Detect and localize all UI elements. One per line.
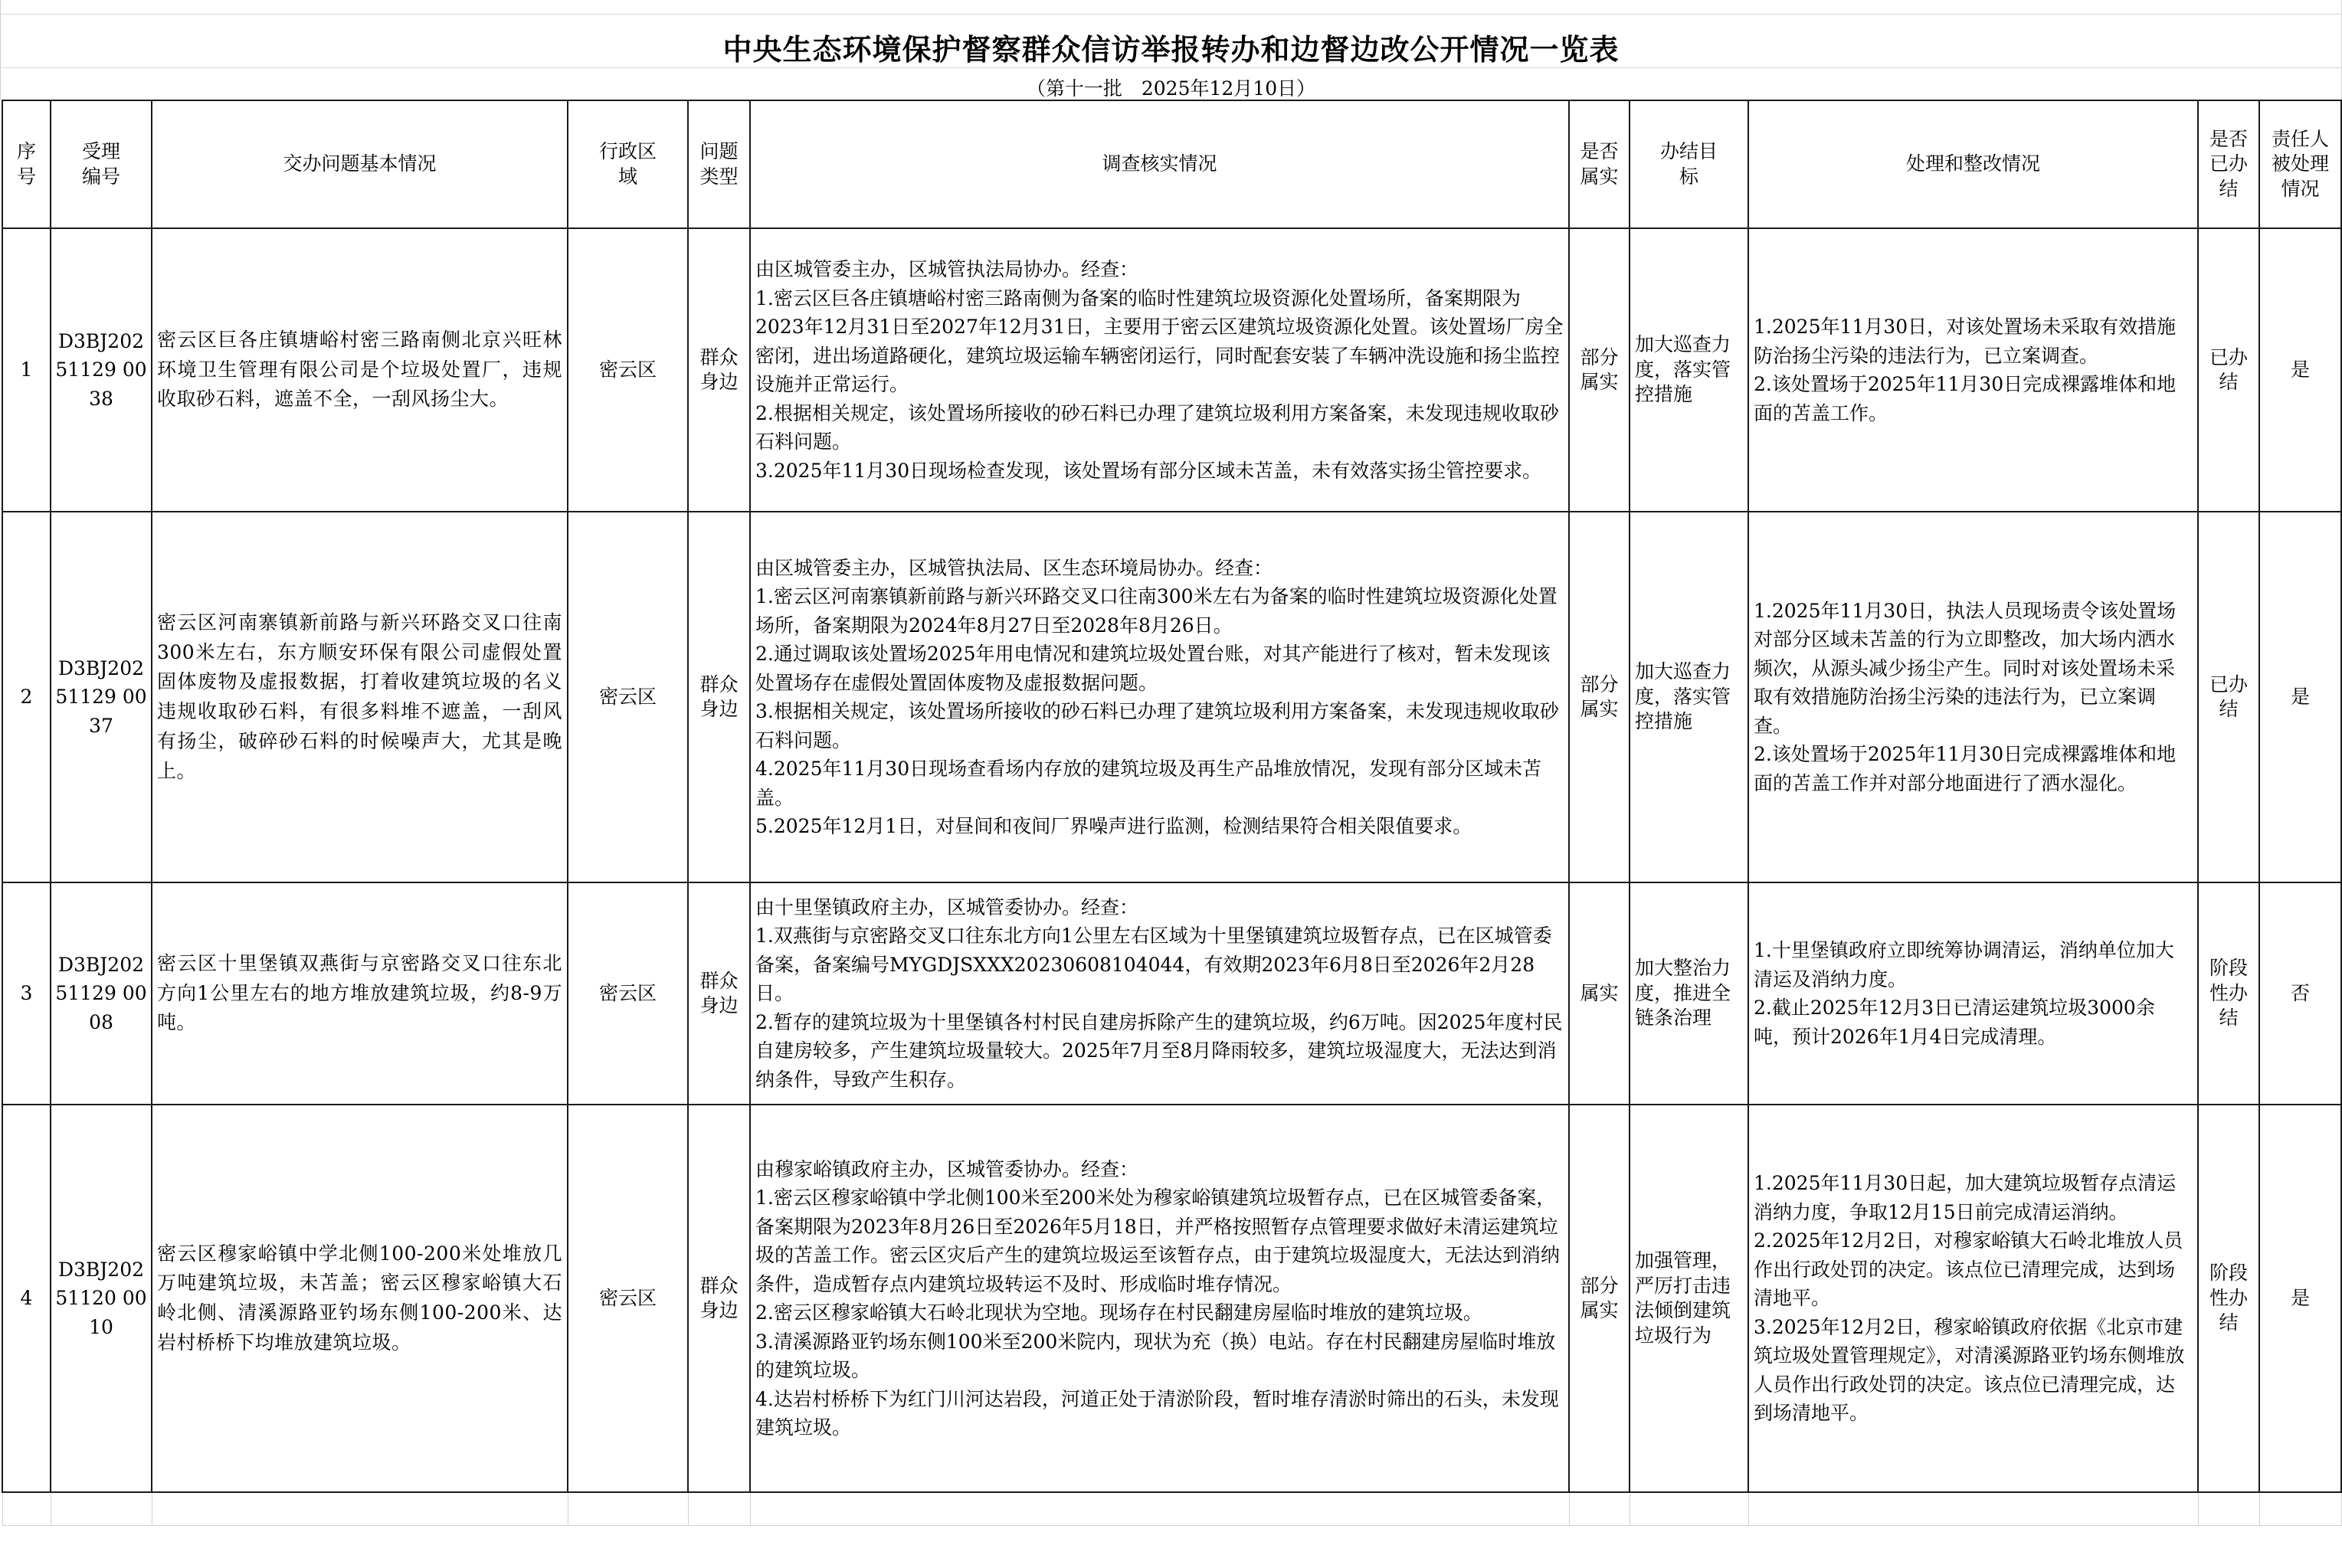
header-seq: 序号 <box>2 100 51 228</box>
handling-line: 2.2025年12月2日，对穆家峪镇大石岭北堆放人员作出行政处罚的决定。该点位已清理完成，达到场清地平。 <box>1754 1229 2183 1310</box>
cell-seq: 1 <box>2 228 51 512</box>
investigation-line: 1.密云区穆家峪镇中学北侧100米至200米处为穆家峪镇建筑垃圾暂存点，已在区城管委备案，备案期限为2023年8月26日至2026年5月18日，并严格按照暂存点管理要求做好未清运建筑垃圾的苫盖工作。密云区灾后产生的建筑垃圾运至该暂存点，由于建筑垃圾湿度大，无法达到消纳条件，造成暂存点内建筑垃圾转运不及时、形成临时堆存情况。 <box>755 1187 1561 1295</box>
empty-cell <box>1630 1492 1748 1525</box>
cell-basic: 密云区巨各庄镇塘峪村密三路南侧北京兴旺林环境卫生管理有限公司是个垃圾处置厂，违规收取砂石料，遮盖不全，一刮风扬尘大。 <box>152 228 568 512</box>
empty-cell <box>152 1492 568 1525</box>
empty-cell <box>568 1492 688 1525</box>
handling-line: 1.十里堡镇政府立即统筹协调清运，消纳单位加大清运及消纳力度。 <box>1754 939 2174 990</box>
cell-type: 群众身边 <box>688 882 750 1105</box>
cell-accountability: 是 <box>2259 228 2341 512</box>
cell-district: 密云区 <box>568 882 688 1105</box>
investigation-line: 由穆家峪镇政府主办，区城管委协办。经查： <box>755 1157 1139 1180</box>
investigation-line: 1.密云区巨各庄镇塘峪村密三路南侧为备案的临时性建筑垃圾资源化处置场所，备案期限为2023年12月31日至2027年12月31日，主要用于密云区建筑垃圾资源化处置。该处置场厂房全密闭，进出场道路硬化，建筑垃圾运输车辆密闭运行，同时配套安装了车辆冲洗设施和扬尘监控设施并正常运行。 <box>755 286 1564 395</box>
empty-cell <box>1569 1492 1630 1525</box>
document-subtitle: （第十一批 2025年12月10日） <box>1026 77 1316 100</box>
cell-seq: 4 <box>2 1105 51 1492</box>
header-handling: 处理和整改情况 <box>1748 100 2198 228</box>
header-goal: 办结目标 <box>1630 100 1748 228</box>
header-investigation: 调查核实情况 <box>750 100 1569 228</box>
cell-type: 群众身边 <box>688 512 750 882</box>
cell-verified: 部分属实 <box>1569 228 1630 512</box>
header-type: 问题类型 <box>688 100 750 228</box>
empty-cell <box>1748 1492 2198 1525</box>
investigation-line: 4.2025年11月30日现场查看场内存放的建筑垃圾及再生产品堆放情况，发现有部分区域未苫盖。 <box>755 758 1542 809</box>
empty-row <box>2 1492 2341 1525</box>
handling-line: 1.2025年11月30日，执法人员现场责令该处置场对部分区域未苫盖的行为立即整改，加大场内洒水频次，从源头减少扬尘产生。同时对该处置场未采取有效措施防治扬尘污染的违法行为，已立案调查。 <box>1754 599 2177 737</box>
cell-handling <box>1748 882 2198 1105</box>
cell-closed: 阶段性办结 <box>2198 882 2259 1105</box>
investigation-line: 3.根据相关规定，该处置场所接收的砂石料已办理了建筑垃圾利用方案备案，未发现违规收取砂石料问题。 <box>755 700 1559 751</box>
handling-line: 3.2025年12月2日，穆家峪镇政府依据《北京市建筑垃圾处置管理规定》，对清溪源路亚钓场东侧堆放人员作出行政处罚的决定。该点位已清理完成，达到场清地平。 <box>1754 1315 2185 1425</box>
cell-seq: 3 <box>2 882 51 1105</box>
cell-id: D3BJ20251120 0010 <box>51 1105 152 1492</box>
header-basic: 交办问题基本情况 <box>152 100 568 228</box>
cell-goal: 加强管理，严厉打击违法倾倒建筑垃圾行为 <box>1630 1105 1748 1492</box>
cell-district: 密云区 <box>568 228 688 512</box>
cell-goal: 加大巡查力度，落实管控措施 <box>1630 512 1748 882</box>
empty-cell <box>2 1492 51 1525</box>
cell-investigation <box>750 882 1569 1105</box>
investigation-line: 4.达岩村桥桥下为红门川河达岩段，河道正处于清淤阶段，暂时堆存清淤时筛出的石头，未发现建筑垃圾。 <box>755 1387 1559 1439</box>
investigation-line: 由区城管委主办，区城管执法局协办。经查： <box>755 258 1139 280</box>
header-id: 受理编号 <box>51 100 152 228</box>
investigation-line: 5.2025年12月1日，对昼间和夜间厂界噪声进行监测，检测结果符合相关限值要求。 <box>755 815 1472 837</box>
report-table <box>2 100 2342 1526</box>
investigation-line: 由区城管委主办，区城管执法局、区生态环境局协办。经查： <box>755 556 1273 579</box>
cell-investigation <box>750 228 1569 512</box>
cell-basic: 密云区穆家峪镇中学北侧100-200米处堆放几万吨建筑垃圾，未苫盖；密云区穆家峪镇大石岭北侧、清溪源路亚钓场东侧100-200米、达岩村桥桥下均堆放建筑垃圾。 <box>152 1105 568 1492</box>
cell-closed: 已办结 <box>2198 228 2259 512</box>
header-accountability: 责任人被处理情况 <box>2259 100 2341 228</box>
investigation-line: 2.暂存的建筑垃圾为十里堡镇各村村民自建房拆除产生的建筑垃圾，约6万吨。因2025年度村民自建房较多，产生建筑垃圾量较大。2025年7月至8月降雨较多，建筑垃圾湿度大，无法达到消纳条件，导致产生积存。 <box>755 1010 1563 1091</box>
handling-line: 2.该处置场于2025年11月30日完成裸露堆体和地面的苫盖工作。 <box>1754 373 2177 424</box>
empty-cell <box>688 1492 750 1525</box>
empty-cell <box>750 1492 1569 1525</box>
cell-type: 群众身边 <box>688 1105 750 1492</box>
investigation-line: 2.根据相关规定，该处置场所接收的砂石料已办理了建筑垃圾利用方案备案，未发现违规收取砂石料问题。 <box>755 401 1559 453</box>
header-closed: 是否已办结 <box>2198 100 2259 228</box>
cell-verified: 部分属实 <box>1569 512 1630 882</box>
table-row <box>2 512 2341 882</box>
investigation-line: 1.双燕街与京密路交叉口往东北方向1公里左右区域为十里堡镇建筑垃圾暂存点，已在区城管委备案，备案编号MYGDJSXXX20230608104044，有效期2023年6月8日至2026年2月28日。 <box>755 925 1552 1005</box>
cell-closed: 阶段性办结 <box>2198 1105 2259 1492</box>
cell-investigation <box>750 1105 1569 1492</box>
cell-district: 密云区 <box>568 1105 688 1492</box>
cell-handling <box>1748 228 2198 512</box>
header-verified: 是否属实 <box>1569 100 1630 228</box>
table-header-row <box>2 100 2341 228</box>
cell-id: D3BJ20251129 0008 <box>51 882 152 1105</box>
table-row <box>2 1105 2341 1492</box>
investigation-line: 3.2025年11月30日现场检查发现，该处置场有部分区域未苫盖，未有效落实扬尘管控要求。 <box>755 459 1542 482</box>
document-title: 中央生态环境保护督察群众信访举报转办和边督边改公开情况一览表 <box>722 33 1620 67</box>
cell-basic: 密云区河南寨镇新前路与新兴环路交叉口往南300米左右，东方顺安环保有限公司虚假处置固体废物及虚报数据，打着收建筑垃圾的名义违规收取砂石料，有很多料堆不遮盖，一刮风有扬尘，破碎砂石料的时候噪声大，尤其是晚上。 <box>152 512 568 882</box>
handling-line: 1.2025年11月30日，对该处置场未采取有效措施防治扬尘污染的违法行为，已立案调查。 <box>1754 316 2177 367</box>
cell-closed: 已办结 <box>2198 512 2259 882</box>
handling-line: 2.截止2025年12月3日已清运建筑垃圾3000余吨，预计2026年1月4日完成清理。 <box>1754 997 2155 1048</box>
cell-goal: 加大巡查力度，落实管控措施 <box>1630 228 1748 512</box>
handling-line: 2.该处置场于2025年11月30日完成裸露堆体和地面的苫盖工作并对部分地面进行了洒水湿化。 <box>1754 743 2177 794</box>
investigation-line: 2.通过调取该处置场2025年用电情况和建筑垃圾处置台账，对其产能进行了核对，暂未发现该处置场存在虚假处置固体废物及虚报数据问题。 <box>755 643 1551 694</box>
cell-seq: 2 <box>2 512 51 882</box>
cell-goal: 加大整治力度，推进全链条治理 <box>1630 882 1748 1105</box>
cell-investigation <box>750 512 1569 882</box>
investigation-line: 由十里堡镇政府主办，区城管委协办。经查： <box>755 895 1139 918</box>
cell-id: D3BJ20251129 0038 <box>51 228 152 512</box>
investigation-line: 2.密云区穆家峪镇大石岭北现状为空地。现场存在村民翻建房屋临时堆放的建筑垃圾。 <box>755 1301 1482 1324</box>
cell-type: 群众身边 <box>688 228 750 512</box>
cell-handling <box>1748 512 2198 882</box>
cell-basic: 密云区十里堡镇双燕街与京密路交叉口往东北方向1公里左右的地方堆放建筑垃圾，约8-9万吨。 <box>152 882 568 1105</box>
cell-verified: 部分属实 <box>1569 1105 1630 1492</box>
cell-handling <box>1748 1105 2198 1492</box>
cell-accountability: 否 <box>2259 882 2341 1105</box>
table-row <box>2 882 2341 1105</box>
cell-id: D3BJ20251129 0037 <box>51 512 152 882</box>
handling-line: 1.2025年11月30日起，加大建筑垃圾暂存点清运消纳力度，争取12月15日前完成清运消纳。 <box>1754 1172 2177 1223</box>
cell-district: 密云区 <box>568 512 688 882</box>
investigation-line: 1.密云区河南寨镇新前路与新兴环路交叉口往南300米左右为备案的临时性建筑垃圾资源化处置场所，备案期限为2024年8月27日至2028年8月26日。 <box>755 585 1558 637</box>
cell-accountability: 是 <box>2259 512 2341 882</box>
cell-accountability: 是 <box>2259 1105 2341 1492</box>
table-row <box>2 228 2341 512</box>
investigation-line: 3.清溪源路亚钓场东侧100米至200米院内，现状为充（换）电站。存在村民翻建房屋临时堆放的建筑垃圾。 <box>755 1330 1556 1381</box>
grid-line <box>0 14 2342 15</box>
empty-cell <box>2259 1492 2341 1525</box>
empty-cell <box>2198 1492 2259 1525</box>
cell-verified: 属实 <box>1569 882 1630 1105</box>
header-district: 行政区域 <box>568 100 688 228</box>
empty-cell <box>51 1492 152 1525</box>
